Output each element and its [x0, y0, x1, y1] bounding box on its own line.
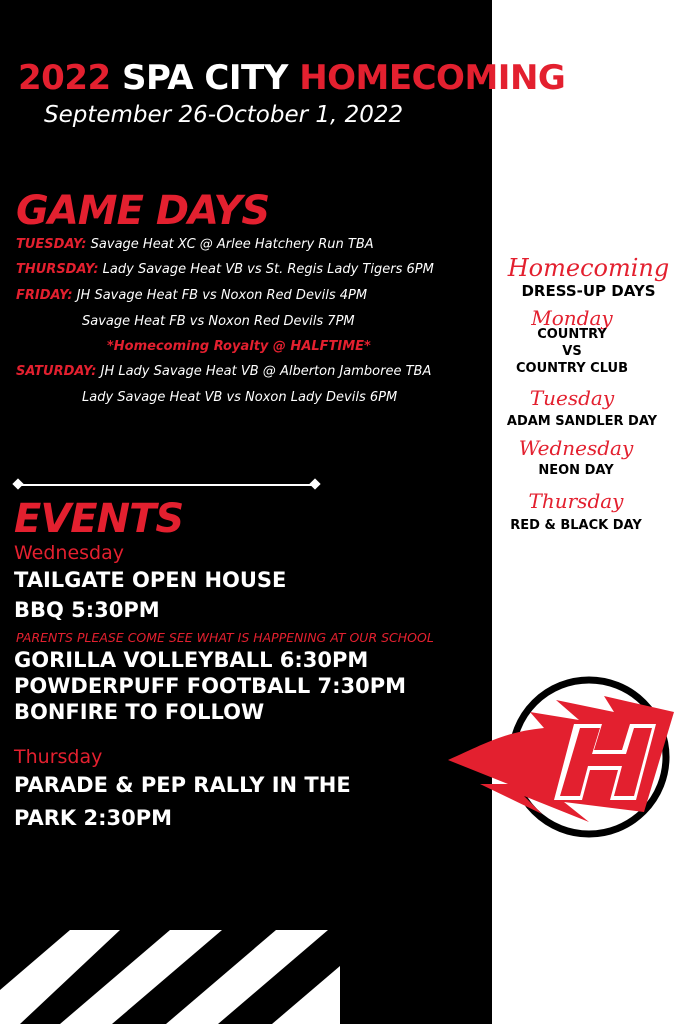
divider: [18, 484, 316, 486]
game-friday-text1: JH Savage Heat FB vs Noxon Red Devils 4PM: [76, 288, 368, 303]
gorilla-volleyball: GORILLA VOLLEYBALL 6:30PM: [14, 648, 369, 672]
dressup-wednesday: Wednesday: [518, 436, 634, 460]
game-friday-day: FRIDAY:: [16, 288, 73, 303]
game-days-heading: GAME DAYS: [16, 188, 270, 234]
events-thursday-label: Thursday: [14, 746, 103, 768]
dressup-tuesday-theme: ADAM SANDLER DAY: [506, 414, 658, 429]
game-tuesday-text: Savage Heat XC @ Arlee Hatchery Run TBA: [90, 237, 374, 252]
homecoming-royalty: *Homecoming Royalty @ HALFTIME*: [107, 339, 371, 354]
dressup-tuesday: Tuesday: [529, 386, 615, 410]
game-friday-text2: Savage Heat FB vs Noxon Red Devils 7PM: [82, 314, 355, 329]
powderpuff-football: POWDERPUFF FOOTBALL 7:30PM: [14, 674, 407, 698]
game-thursday-day: THURSDAY:: [16, 262, 99, 277]
dressup-script-title: Homecoming: [507, 254, 670, 282]
game-saturday: [16, 364, 431, 379]
game-friday: [16, 288, 367, 303]
parents-note: PARENTS PLEASE COME SEE WHAT IS HAPPENING AT OUR SCHOOL: [16, 630, 434, 645]
game-saturday-text2: Lady Savage Heat VB vs Noxon Lady Devils 6PM: [82, 390, 398, 405]
game-tuesday-day: TUESDAY:: [16, 237, 87, 252]
date-range: September 26-October 1, 2022: [44, 102, 404, 128]
dressup-monday-theme3: COUNTRY CLUB: [516, 361, 628, 376]
bonfire: BONFIRE TO FOLLOW: [14, 700, 265, 724]
tailgate-line1: TAILGATE OPEN HOUSE: [14, 568, 287, 592]
decorative-stripes: [0, 930, 400, 1024]
tailgate-line2: BBQ 5:30PM: [14, 598, 160, 622]
flaming-h-logo-icon: [444, 672, 674, 842]
divider-dot-left: [12, 478, 23, 489]
game-thursday-text: Lady Savage Heat VB vs St. Regis Lady Tigers 6PM: [102, 262, 434, 277]
game-thursday: [16, 262, 434, 277]
dressup-monday-theme2: VS: [562, 344, 582, 359]
game-saturday-text1: JH Lady Savage Heat VB @ Alberton Jamboree TBA: [100, 364, 432, 379]
page-title: [18, 58, 565, 98]
title-year: 2022: [18, 58, 111, 98]
events-heading: EVENTS: [14, 496, 184, 542]
game-saturday-day: SATURDAY:: [16, 364, 97, 379]
divider-dot-right: [309, 478, 320, 489]
dressup-monday-theme1: COUNTRY: [537, 327, 607, 342]
dressup-monday: Monday: [531, 306, 613, 330]
parade-line1: PARADE & PEP RALLY IN THE: [14, 773, 351, 797]
parade-line2: PARK 2:30PM: [14, 806, 172, 830]
game-tuesday: [16, 237, 374, 252]
dressup-subtitle: DRESS-UP DAYS: [521, 282, 656, 300]
title-city: SPA CITY: [121, 58, 288, 98]
title-homecoming: HOMECOMING: [299, 58, 566, 98]
dressup-thursday: Thursday: [528, 489, 624, 513]
dressup-thursday-theme: RED & BLACK DAY: [510, 518, 642, 533]
dressup-wednesday-theme: NEON DAY: [538, 463, 614, 478]
events-wednesday-label: Wednesday: [14, 542, 125, 564]
